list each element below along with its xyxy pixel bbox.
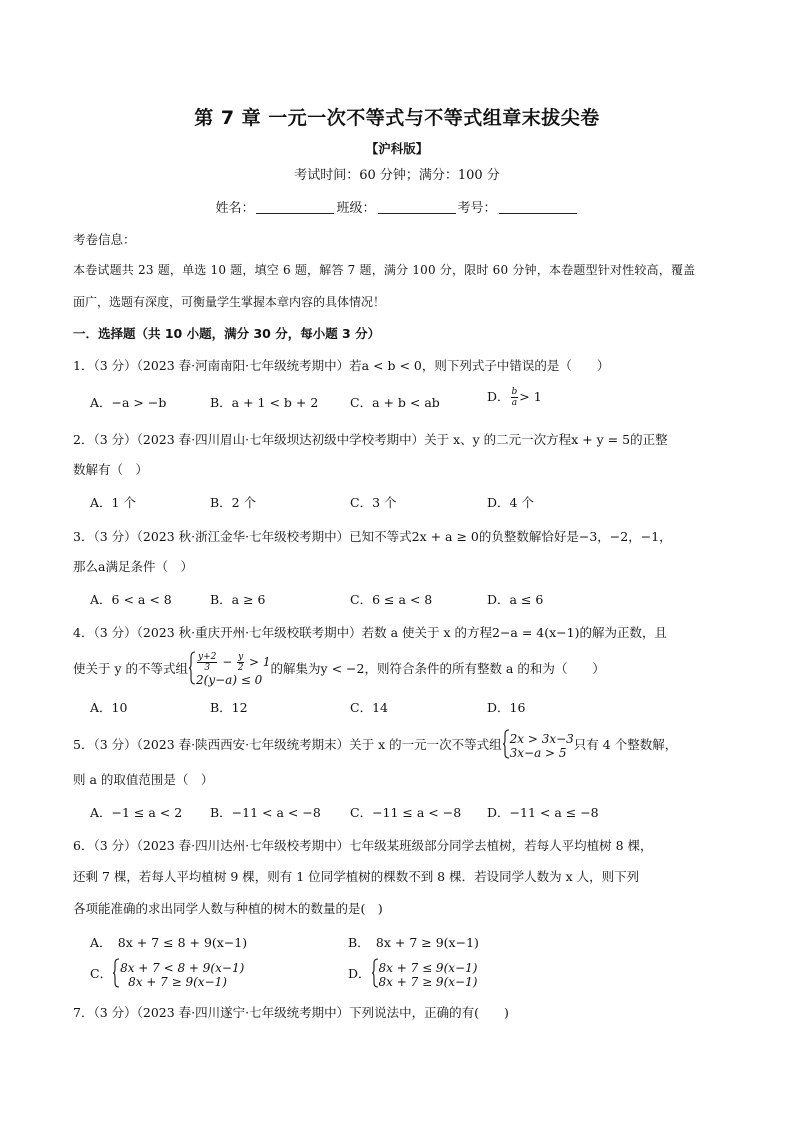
q5-inequality-system — [510, 732, 574, 760]
q3-option-c: C．6 ≤ a < 8 — [350, 592, 433, 607]
q6-option-a: A． 8x + 7 ≤ 8 + 9(x−1) — [90, 935, 248, 950]
question-7-line1: 7．（3 分）（2023 春·四川遂宁·七年级统考期中）下列说法中，正确的有( ) — [73, 1005, 509, 1020]
brace-icon — [371, 958, 379, 991]
q6-option-d — [348, 958, 477, 991]
number-label: 考号： — [457, 201, 497, 216]
q3-option-a: A．6 < a < 8 — [90, 592, 172, 607]
question-1: 1．（3 分）（2023 春·河南南阳·七年级统考期中）若a < b < 0，则下列式子中错误的是（ ） — [73, 358, 610, 373]
q6-option-d-top: 8x + 7 ≤ 9(x−1) — [378, 960, 478, 975]
fraction-y2-over-3 — [197, 652, 217, 673]
brace-icon — [112, 958, 120, 991]
question-3-line2: 那么a满足条件（ ） — [73, 559, 193, 574]
question-4-line1: 4．（3 分）（2023 秋·重庆开州·七年级校联考期中）若数 a 使关于 x 的方程2−a = 4(x−1)的解为正数，且 — [73, 625, 667, 640]
q1-option-d-tail: > 1 — [519, 389, 542, 404]
question-3-line1: 3．（3 分）（2023 秋·浙江金华·七年级校考期中）已知不等式2x + a ≥ 0的负整数解恰好是−3，−2，−1， — [73, 529, 672, 544]
fraction-numerator: y+2 — [198, 652, 217, 662]
student-info — [0, 197, 794, 216]
q1-option-a: A．−a > −b — [90, 395, 167, 410]
paper-info-heading: 考卷信息： — [73, 232, 136, 247]
question-2-line2: 数解有（ ） — [73, 462, 149, 477]
name-label: 姓名： — [215, 201, 255, 216]
q4-system-top-tail: > 1 — [249, 655, 271, 669]
q4-option-a: A．10 — [90, 700, 128, 715]
q1-option-b: B．a + 1 < b + 2 — [210, 395, 319, 410]
question-6-line2: 还剩 7 棵，若每人平均植树 9 棵，则有 1 位同学植树的棵数不到 8 棵．若设同学人数为 x 人，则下列 — [73, 869, 640, 884]
fraction-b-over-a — [511, 387, 519, 408]
q2-option-c: C．3 个 — [350, 495, 397, 510]
question-5-line2: 则 a 的取值范围是（ ） — [73, 772, 214, 787]
q4-option-b: B．12 — [210, 700, 248, 715]
page-title: 第 7 章 一元一次不等式与不等式组章末拔尖卷 — [194, 107, 600, 129]
fraction-numerator: b — [511, 387, 518, 397]
q3-option-b: B．a ≥ 6 — [210, 592, 266, 607]
q1-option-d-label: D． — [487, 389, 510, 404]
q6-option-c-system — [120, 961, 244, 989]
class-label: 班级： — [336, 201, 376, 216]
q3-option-d: D．a ≤ 6 — [487, 592, 544, 607]
fraction-denominator: 2 — [237, 663, 244, 673]
exam-info: 考试时间：60 分钟；满分：100 分 — [294, 168, 500, 183]
q5-system-bottom: 3x−a > 5 — [509, 745, 567, 760]
q5-option-a: A．−1 ≤ a < 2 — [90, 805, 183, 820]
question-2-line1: 2．（3 分）（2023 春·四川眉山·七年级坝达初级中学校考期中）关于 x、y 的二元一次方程x + y = 5的正整 — [73, 432, 668, 447]
q5-text-before-system: 5．（3 分）（2023 春·陕西西安·七年级统考期末）关于 x 的一元一次不等式组 — [73, 737, 502, 752]
fraction-y-over-2 — [237, 652, 244, 673]
paper-info-line1: 本卷试题共 23 题，单选 10 题，填空 6 题，解答 7 题，满分 100 分，限时 60 分钟，本卷题型针对性较高，覆盖 — [73, 263, 696, 277]
paper-info-line2: 面广，选题有深度，可衡量学生掌握本章内容的具体情况！ — [73, 295, 386, 309]
q4-system-top — [196, 652, 271, 673]
q4-text-after-system: 的解集为y < −2，则符合条件的所有整数 a 的和为（ ） — [270, 661, 605, 676]
q6-option-d-bottom: 8x + 7 ≥ 9(x−1) — [378, 974, 478, 989]
minus-sign: − — [222, 655, 233, 669]
question-6-line1: 6．（3 分）（2023 春·四川达州·七年级校考期中）七年级某班级部分同学去植树，若每人平均植树 8 棵， — [73, 838, 653, 853]
section-title: 一．选择题（共 10 小题，满分 30 分，每小题 3 分） — [73, 326, 381, 341]
class-blank — [378, 199, 456, 214]
q6-option-d-system — [379, 961, 478, 989]
brace-icon — [502, 729, 510, 762]
q2-option-a: A．1 个 — [90, 495, 136, 510]
question-6-line3: 各项能准确的求出同学人数与种植的树木的数量的是( ) — [73, 901, 383, 916]
q4-option-d: D．16 — [487, 700, 526, 715]
q6-option-c-label: C． — [90, 966, 113, 981]
name-blank — [256, 199, 334, 214]
brace-icon — [188, 651, 196, 688]
edition-label: 【沪科版】 — [365, 141, 429, 156]
q4-inequality-system — [196, 652, 271, 687]
q5-option-b: B．−11 < a < −8 — [210, 805, 321, 820]
fraction-numerator: y — [238, 652, 244, 662]
question-5-line1 — [73, 729, 677, 762]
q5-option-d: D．−11 < a ≤ −8 — [487, 805, 599, 820]
q6-option-c-bottom: 8x + 7 ≥ 9(x−1) — [128, 974, 227, 989]
q5-system-top: 2x > 3x−3 — [509, 731, 574, 746]
q6-option-b: B． 8x + 7 ≥ 9(x−1) — [348, 935, 479, 950]
q4-system-bottom: 2(y−a) ≤ 0 — [196, 673, 263, 687]
number-blank — [499, 199, 577, 214]
question-4-line2 — [73, 651, 605, 688]
q4-text-before-system: 使关于 y 的不等式组 — [73, 661, 189, 676]
q5-option-c: C．−11 ≤ a < −8 — [350, 805, 462, 820]
q6-option-d-label: D． — [348, 966, 371, 981]
q2-option-d: D．4 个 — [487, 495, 534, 510]
q6-option-c-top: 8x + 7 < 8 + 9(x−1) — [120, 960, 245, 975]
q1-option-d — [487, 387, 542, 408]
fraction-denominator: a — [511, 398, 518, 408]
q6-option-c — [90, 958, 244, 991]
q2-option-b: B．2 个 — [210, 495, 257, 510]
q1-option-c: C．a + b < ab — [350, 395, 440, 410]
q5-text-after-system: 只有 4 个整数解， — [573, 737, 678, 752]
fraction-denominator: 3 — [204, 663, 211, 673]
q4-option-c: C．14 — [350, 700, 388, 715]
